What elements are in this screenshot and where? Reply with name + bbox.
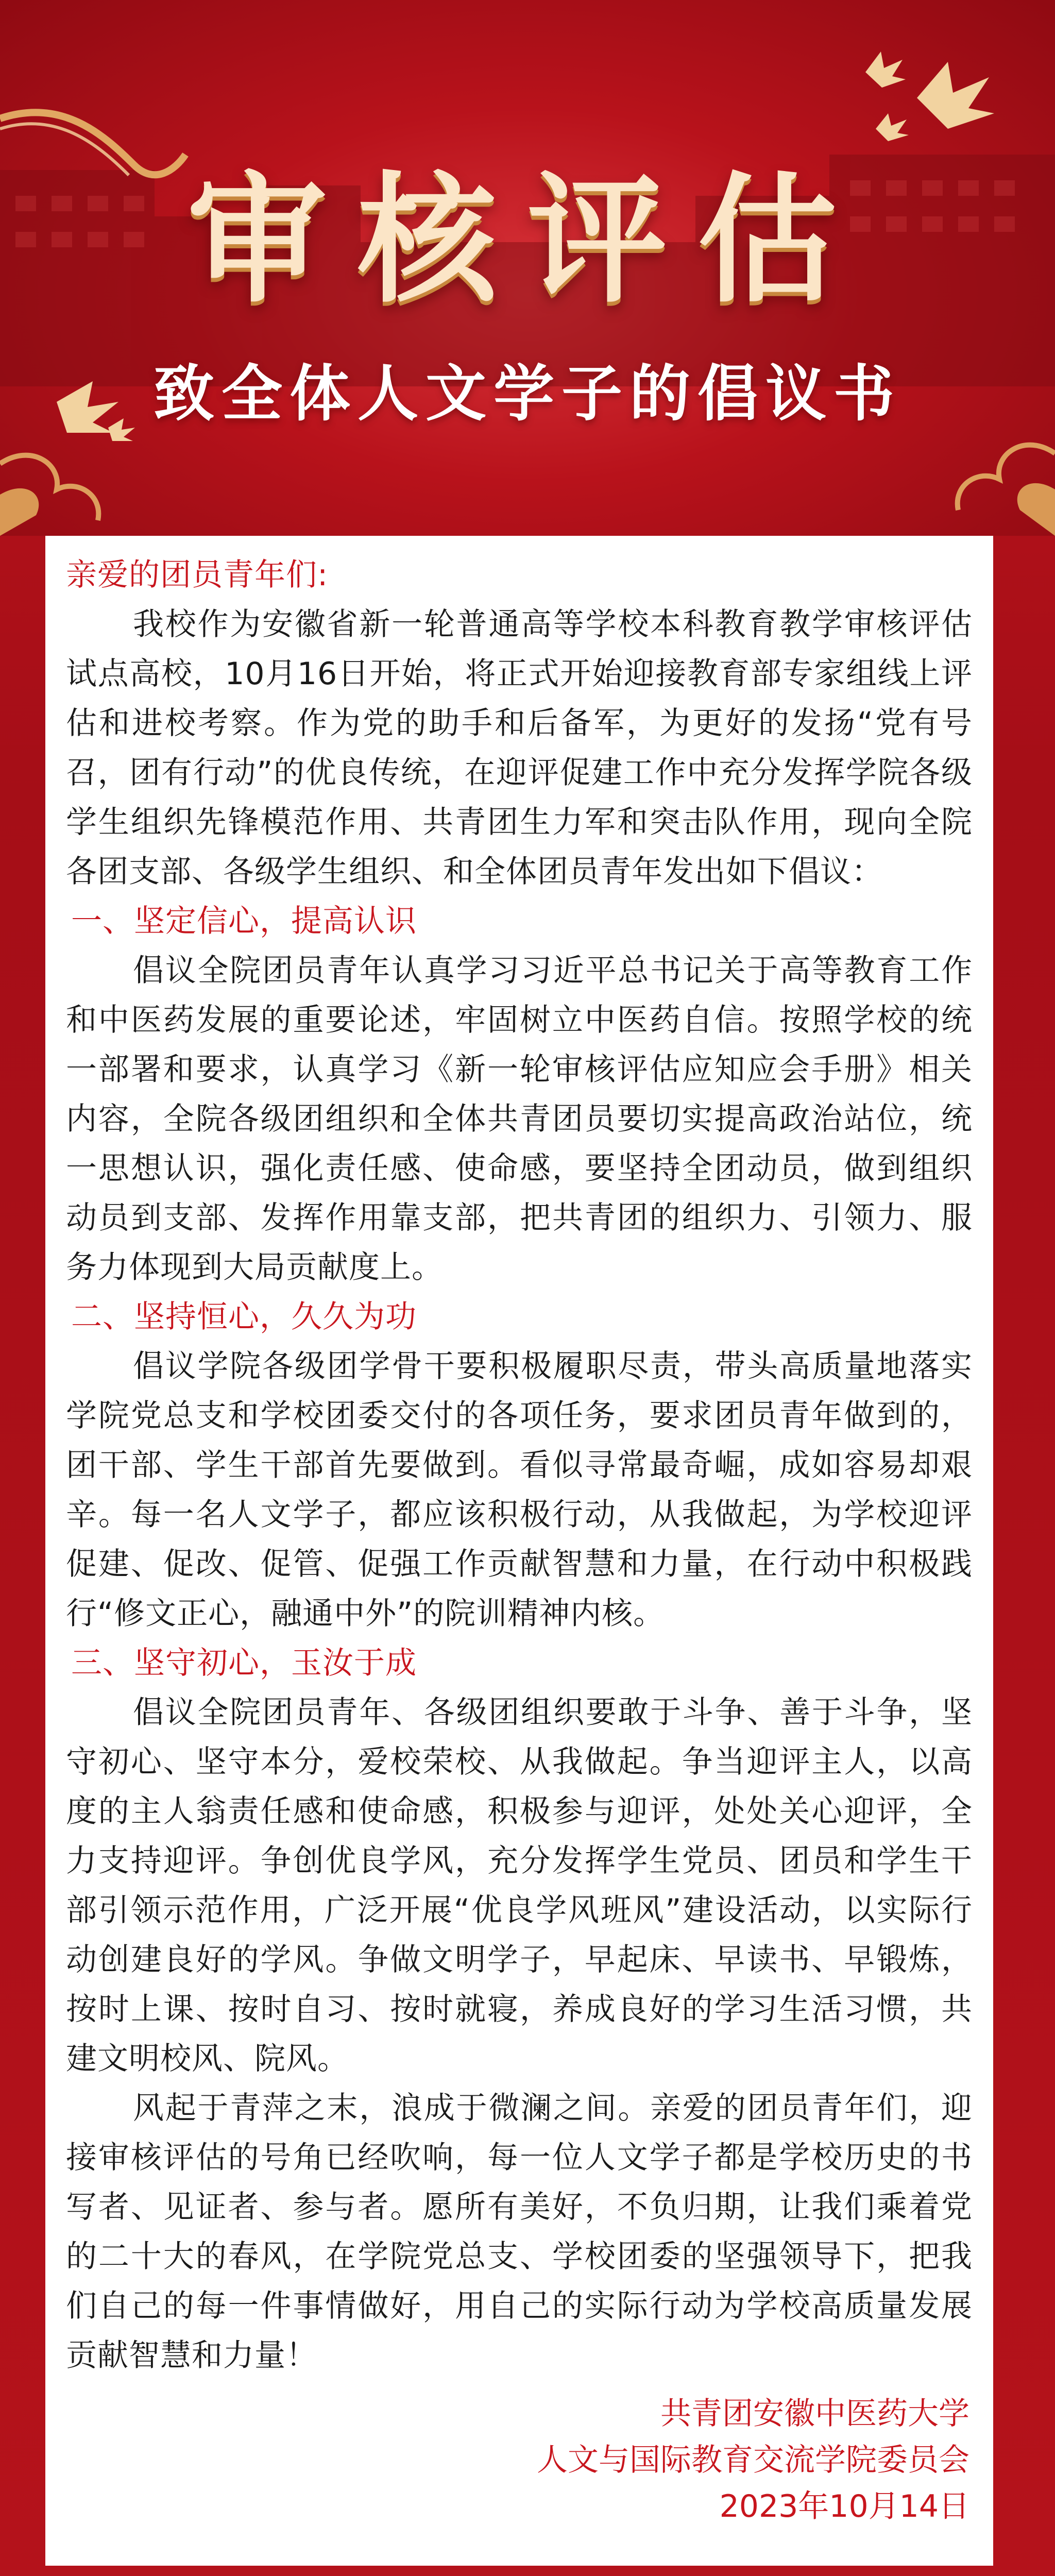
section-heading: 一、坚定信心，提高认识 xyxy=(71,903,417,939)
dove-icon xyxy=(865,52,994,141)
section-body: 倡议全院团员青年、各级团组织要敢于斗争、善于斗争，坚守初心、坚守本分，爱校荣校、从我做起。争当迎评主人，以高度的主人翁责任感和使命感，积极参与迎评，处处关心迎评，全力支持迎评。争创优良学风，充分发挥学生党员、团员和学生干部引领示范作用，广泛开展“优良学风班风”建设活动，以实际行动创建良好的学风。争做文明学子，早起床、早读书、早锻炼，按时上课、按时自习、按时就寝，养成良好的学习生活习惯，共建文明校风、院风。 xyxy=(66,1694,973,2077)
section-body: 倡议学院各级团学骨干要积极履职尽责，带头高质量地落实学院党总支和学校团委交付的各项任务，要求团员青年做到的，团干部、学生干部首先要做到。看似寻常最奇崛，成如容易却艰辛。每一名人文学子，都应该积极行动，从我做起，为学校迎评促建、促改、促管、促强工作贡献智慧和力量，在行动中积极践行“修文正心，融通中外”的院训精神内核。 xyxy=(66,1348,973,1632)
letter-card xyxy=(45,536,993,2566)
ribbon-icon xyxy=(0,124,129,175)
signature-org-line1: 共青团安徽中医药大学 xyxy=(660,2396,969,2432)
letter-intro: 我校作为安徽省新一轮普通高等学校本科教育教学审核评估试点高校，10月16日开始，将正式开始迎接教育部专家组线上评估和进校考察。作为党的助手和后备军，为更好的发扬“党有号召，团有行动”的优良传统，在迎评促建工作中充分发挥学院各级学生组织先锋模范作用、共青团生力军和突击队作用，现向全院各团支部、各级学生组织、和全体团员青年发出如下倡议： xyxy=(66,606,973,890)
signature-org-line2: 人文与国际教育交流学院委员会 xyxy=(537,2442,969,2478)
poster-subtitle: 致全体人文学子的倡议书 xyxy=(153,358,901,429)
cloud-icon xyxy=(0,483,1055,536)
cloud-icon xyxy=(0,445,1055,520)
letter-signature xyxy=(537,2391,969,2530)
signature-date: 2023年10月14日 xyxy=(719,2488,969,2524)
section-body: 倡议全院团员青年认真学习习近平总书记关于高等教育工作和中医药发展的重要论述，牢固树立中医药自信。按照学校的统一部署和要求，认真学习《新一轮审核评估应知应会手册》相关内容，全院各级团组织和全体共青团员要切实提高政治站位，统一思想认识，强化责任感、使命感，要坚持全团动员，做到组织动员到支部、发挥作用靠支部，把共青团的组织力、引领力、服务力体现到大局贡献度上。 xyxy=(66,953,973,1285)
letter-content xyxy=(66,550,973,2380)
letter-closing: 风起于青萍之末，浪成于微澜之间。亲爱的团员青年们，迎接审核评估的号角已经吹响，每一位人文学子都是学校历史的书写者、见证者、参与者。愿所有美好，不负归期，让我们乘着党的二十大的春风，在学院党总支、学校团委的坚强领导下，把我们自己的每一件事情做好，用自己的实际行动为学校高质量发展贡献智慧和力量！ xyxy=(66,2090,973,2374)
letter-greeting: 亲爱的团员青年们: xyxy=(66,557,329,593)
header-banner xyxy=(0,0,1055,536)
poster-title: 审核评估 xyxy=(188,158,867,321)
section-heading: 二、坚持恒心，久久为功 xyxy=(71,1299,417,1335)
section-heading: 三、坚守初心，玉汝于成 xyxy=(71,1645,417,1681)
